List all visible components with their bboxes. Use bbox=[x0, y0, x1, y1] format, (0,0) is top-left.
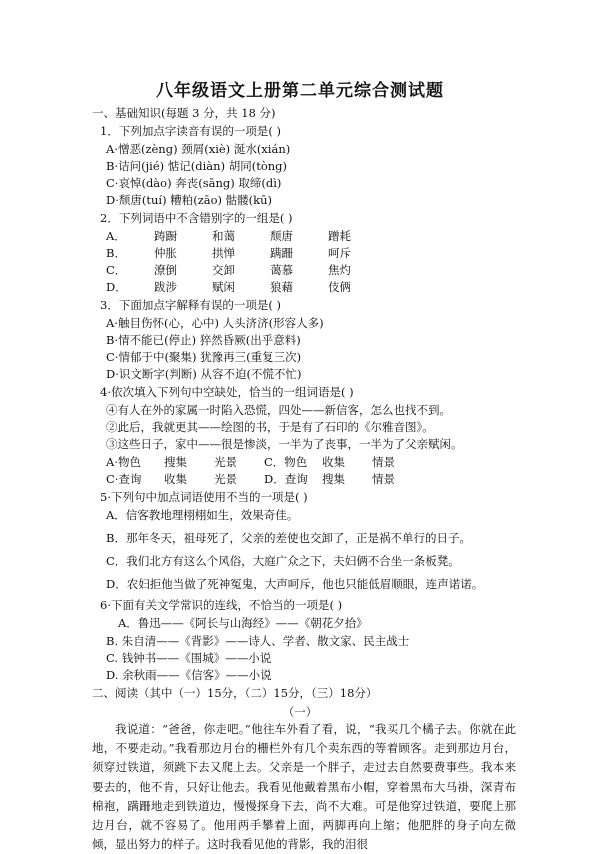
q2-row-label: A． bbox=[106, 229, 126, 243]
q2-row-label: D． bbox=[106, 280, 127, 294]
reading-passage bbox=[92, 720, 516, 854]
q2-word: 狼藉 bbox=[270, 280, 293, 294]
q6-option-a: A．鲁迅——《阿长与山海经》——《朝花夕拾》 bbox=[118, 616, 368, 630]
q4-word: 搜集 bbox=[164, 455, 187, 469]
q3-option-a: A·触目伤怀(心，心中) 人头济济(形容人多) bbox=[106, 316, 324, 330]
q4-stem: 4·依次填入下列句中空缺处，恰当的一组词语是( ) bbox=[100, 385, 354, 399]
q2-word: 踌蹰 bbox=[154, 229, 177, 243]
q4-word: 搜集 bbox=[322, 472, 345, 486]
page-title: 八年级语文上册第二单元综合测试题 bbox=[156, 81, 444, 101]
q3-option-d: D·识文断字(判断) 从容不迫(不慌不忙) bbox=[106, 367, 302, 381]
q4-word: 收集 bbox=[164, 472, 187, 486]
q2-word: 仲胀 bbox=[154, 246, 177, 260]
q4-word: 光景 bbox=[214, 455, 237, 469]
q4-word: C．物色 bbox=[264, 455, 308, 469]
q6-option-d: D. 余秋雨——《信客》——小说 bbox=[106, 668, 272, 682]
q5-option-b: B．那年冬天，祖母死了，父亲的差使也交卸了，正是祸不单行的日子。 bbox=[106, 531, 471, 545]
q5-option-a: A．信客教地理栩栩如生，效果奇佳。 bbox=[106, 508, 299, 522]
q1-option-c: C·哀悼(dào) 奔丧(sāng) 取缔(dì) bbox=[106, 176, 282, 190]
q2-word: 跋涉 bbox=[154, 280, 177, 294]
q2-word: 赋闲 bbox=[212, 280, 235, 294]
q2-row-a bbox=[106, 229, 386, 243]
q2-word: 伎俩 bbox=[328, 280, 351, 294]
q2-word: 交卸 bbox=[212, 263, 235, 277]
q2-row-label: B． bbox=[106, 246, 126, 260]
q4-word: 情景 bbox=[372, 472, 395, 486]
q5-option-d: D．农妇拒他当做了死神冤鬼，大声呵斥，他也只能低眉顺眼，连声诺诺。 bbox=[106, 577, 484, 591]
q2-row-c bbox=[106, 263, 386, 277]
q4-sentence-2: ②此后，我就更其——绘图的书，于是有了石印的《尔雅音图》。 bbox=[106, 420, 434, 434]
q6-option-b: B. 朱自清——《背影》——诗人、学者、散文家、民主战士 bbox=[106, 634, 410, 648]
q1-option-b: B·诘问(jié) 惦记(diàn) 胡同(tòng) bbox=[106, 159, 288, 173]
q2-word: 蹭耗 bbox=[328, 229, 351, 243]
q4-word: D．查询 bbox=[264, 472, 308, 486]
reading-passage-number: （一） bbox=[282, 705, 318, 719]
q4-word: 情景 bbox=[372, 455, 395, 469]
q1-option-d: D·颓唐(tuí) 糟粕(zāo) 骷髅(kū) bbox=[106, 193, 273, 207]
q6-stem: 6·下面有关文学常识的连线，不恰当的一项是( ) bbox=[100, 598, 343, 612]
q4-sentence-3: ③这些日子，家中——很是惨淡，一半为了丧事，一半为了父亲赋闲。 bbox=[106, 437, 463, 451]
q2-word: 颓唐 bbox=[270, 229, 293, 243]
q5-option-c: C．我们北方有这么个风俗，大庭广众之下，夫妇俩不合坐一条板凳。 bbox=[106, 554, 460, 568]
q4-option-row-2 bbox=[106, 472, 422, 486]
q2-word: 呵斥 bbox=[328, 246, 351, 260]
section2-heading: 二、阅读（其中（一）15分，（二）15分，（三）18分） bbox=[92, 686, 378, 700]
reading-paragraph: 我说道：“爸爸，你走吧。”他往车外看了看，说，“我买几个橘子去。你就在此地，不要走动。”我看那边月台的栅栏外有几个卖东西的等着顾客。走到那边月台，须穿过铁道，须跳下去又爬上去。父亲是一个胖子，走过去自然要费事些。我本来要去的，他不肯，只好让他去。我看见他戴着黑布小帽，穿着黑布大马褂，深青布棉袍，蹒跚地走到铁道边，慢慢探身下去，尚不大难。可是他穿过铁道，要爬上那边月台，就不容易了。他用两手攀着上面，两脚再向上缩；他肥胖的身子向左微倾，显出努力的样子。这时我看见他的背影，我的泪很 bbox=[92, 722, 516, 852]
q2-row-d bbox=[106, 280, 386, 294]
q4-option-row-1 bbox=[106, 455, 422, 469]
q2-row-b bbox=[106, 246, 386, 260]
q4-word: 光景 bbox=[214, 472, 237, 486]
q3-stem: 3．下面加点字解释有误的一项是( ) bbox=[100, 298, 281, 312]
q2-word: 潦倒 bbox=[154, 263, 177, 277]
q2-stem: 2．下列词语中不含错别字的一组是( ) bbox=[100, 211, 293, 225]
q2-word: 蔼慕 bbox=[270, 263, 293, 277]
q4-word: C·查询 bbox=[106, 472, 142, 486]
q4-word: 收集 bbox=[322, 455, 345, 469]
section1-heading: 一、基础知识(每题 3 分，共 18 分) bbox=[92, 106, 276, 120]
q4-sentence-1: ④有人在外的家属一时陷入恐慌，四处——新信客，怎么也找不到。 bbox=[106, 403, 451, 417]
q3-option-b: B·情不能已(停止) 猝然昏厥(出乎意料) bbox=[106, 333, 301, 347]
q1-stem: 1．下列加点字读音有误的一项是( ) bbox=[100, 124, 281, 138]
q2-word: 蹒跚 bbox=[270, 246, 293, 260]
q5-stem: 5·下列句中加点词语使用不当的一项是( ) bbox=[100, 490, 308, 504]
q2-word: 焦灼 bbox=[328, 263, 351, 277]
q3-option-c: C·情郁于中(聚集) 犹豫再三(重复三次) bbox=[106, 350, 302, 364]
q1-option-a: A·憎恶(zèng) 颈屑(xiè) 涎水(xián) bbox=[106, 142, 291, 156]
q2-word: 拱惮 bbox=[212, 246, 235, 260]
q2-word: 和蔼 bbox=[212, 229, 235, 243]
q4-word: A·物色 bbox=[106, 455, 141, 469]
q2-row-label: C． bbox=[106, 263, 127, 277]
q6-option-c: C. 钱钟书——《围城》——小说 bbox=[106, 651, 272, 665]
